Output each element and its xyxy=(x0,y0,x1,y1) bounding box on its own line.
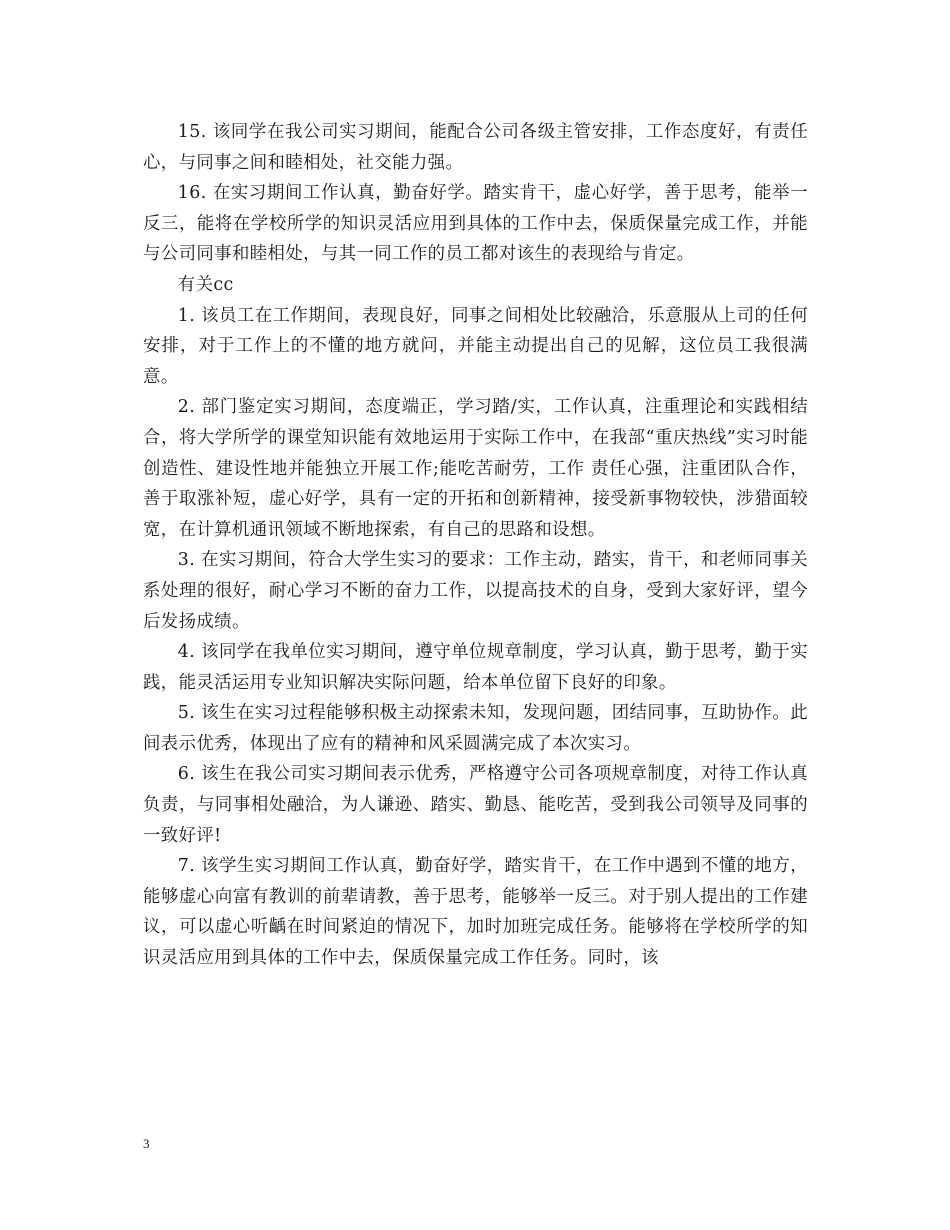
paragraph-7: 7. 该学生实习期间工作认真，勤奋好学，踏实肯干，在工作中遇到不懂的地方，能够虚心向富有教训的前辈请教，善于思考，能够举一反三。对于别人提出的工作建议，可以虚心听齲在时间紧迫的情况下，加时加班完成任务。能够将在学校所学的知识灵活应用到具体的工作中去，保质保量完成工作任务。同时，该 xyxy=(143,856,808,969)
paragraph-1: 1. 该员工在工作期间，表现良好，同事之间相处比较融洽，乐意服从上司的任何安排，对于工作上的不懂的地方就问，并能主动提出自己的见解，这位员工我很满意。 xyxy=(143,305,808,387)
paragraph-4: 4. 该同学在我单位实习期间，遵守单位规章制度，学习认真，勤于思考，勤于实践，能灵活运用专业知识解决实际问题，给本单位留下良好的印象。 xyxy=(143,642,808,693)
paragraph-3: 3. 在实习期间，符合大学生实习的要求：工作主动，踏实，肯干，和老师同事关系处理的很好，耐心学习不断的奋力工作，以提高技术的自身，受到大家好评，望今后发扬成绩。 xyxy=(143,550,808,632)
paragraph-6: 6. 该生在我公司实习期间表示优秀，严格遵守公司各项规章制度，对待工作认真负责，与同事相处融洽，为人谦逊、踏实、勤恳、能吃苦，受到我公司领导及同事的一致好评! xyxy=(143,764,808,846)
paragraph-15: 15. 该同学在我公司实习期间，能配合公司各级主管安排，工作态度好，有责任心，与同事之间和睦相处，社交能力强。 xyxy=(143,122,808,173)
paragraph-2: 2. 部门鉴定实习期间，态度端正，学习踏/实，工作认真，注重理论和实践相结合，将大学所学的课堂知识能有效地运用于实际工作中，在我部“重庆热线”实习时能创造性、建设性地并能独立开展工作;能吃苦耐劳，工作 责任心强，注重团队合作，善于取涨补短，虚心好学，具有一定的开拓和创新精神，接受新事物较快，涉猎面较宽，在计算机通讯领域不断地探索，有自己的思路和设想。 xyxy=(143,397,808,540)
document-body xyxy=(143,117,808,974)
paragraph-5: 5. 该生在实习过程能够积极主动探索未知，发现问题，团结同事，互助协作。此间表示优秀，体现出了应有的精神和风采圆满完成了本次实习。 xyxy=(143,703,808,754)
paragraph-16: 16. 在实习期间工作认真，勤奋好学。踏实肯干，虚心好学，善于思考，能举一反三，能将在学校所学的知识灵活应用到具体的工作中去，保质保量完成工作，并能与公司同事和睦相处，与其一同工作的员工都对该生的表现给与肯定。 xyxy=(143,183,808,265)
page-number: 3 xyxy=(143,1136,150,1151)
section-heading: 有关cc xyxy=(177,274,234,295)
